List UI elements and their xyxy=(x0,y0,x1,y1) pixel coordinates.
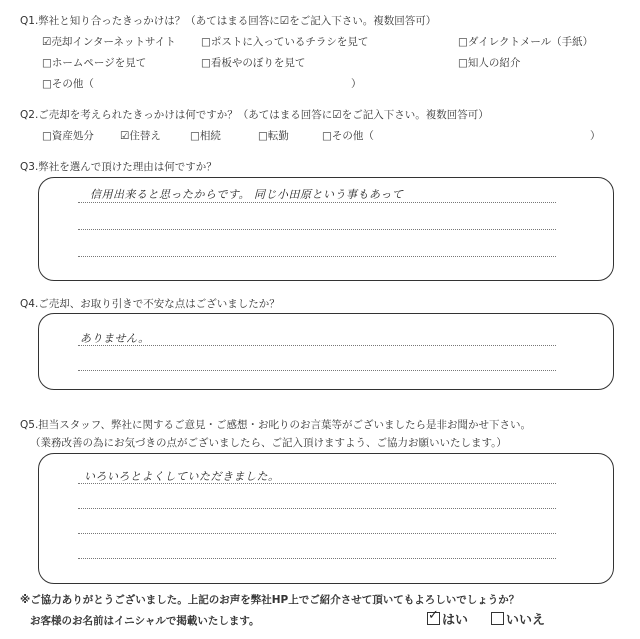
q2-option-transfer[interactable]: □転勤 xyxy=(258,130,289,142)
q3-rule xyxy=(78,202,556,203)
consent-no-label: いいえ xyxy=(506,613,546,628)
q1-option-referral[interactable]: □知人の紹介 xyxy=(458,57,521,69)
q4-title: Q4.ご売却、お取り引きで不安な点はございましたか？ xyxy=(20,298,280,310)
footer-initials-note: お客様のお名前はイニシャルで掲載いたします。 xyxy=(30,615,260,627)
q1-option-signboard[interactable]: □看板やのぼりを見て xyxy=(201,57,306,69)
q4-answer-box[interactable] xyxy=(38,313,614,390)
q3-title: Q3.弊社を選んで頂けた理由は何ですか？ xyxy=(20,161,217,173)
q1-option-dm[interactable]: □ダイレクトメール（手紙） xyxy=(458,36,594,48)
q1-option-other-close: ） xyxy=(351,78,362,90)
q2-option-relocation[interactable]: ☑住替え xyxy=(120,130,161,142)
q2-option-other[interactable]: □その他（ xyxy=(322,130,374,142)
q2-option-other-close: ） xyxy=(590,130,601,142)
q3-handwritten-answer: 信用出来ると思ったからです。 同じ小田原という事もあって xyxy=(90,188,404,201)
q5-subtitle: （業務改善の為にお気づきの点がございましたら、ご記入頂けますよう、ご協力お願いいたします。） xyxy=(30,437,507,449)
q1-option-web[interactable]: ☑売却インターネットサイト xyxy=(42,36,176,48)
q5-rule xyxy=(78,483,556,484)
q5-title: Q5.担当スタッフ、弊社に関するご意見・ご感想・お叱りのお言葉等がございましたら是非お聞かせ下さい。 xyxy=(20,419,531,431)
q2-title: Q2.ご売却を考えられたきっかけは何ですか？（あてはまる回答に☑をご記入下さい。複数回答可） xyxy=(20,109,489,121)
footer-consent-question: ※ご協力ありがとうございました。上記のお声を弊社HP上でご紹介させて頂いてもよろしいでしょうか？ xyxy=(20,594,520,606)
q1-option-flyer[interactable]: □ポストに入っているチラシを見て xyxy=(201,36,369,48)
q1-title: Q1.弊社と知り合ったきっかけは？（あてはまる回答に☑をご記入下さい。複数回答可） xyxy=(20,15,437,27)
q5-rule xyxy=(78,558,556,559)
q4-rule xyxy=(78,370,556,371)
q5-rule xyxy=(78,533,556,534)
q5-handwritten-answer: いろいろとよくしていただきました。 xyxy=(84,470,280,483)
no-checkbox-icon[interactable] xyxy=(491,612,504,625)
q3-rule xyxy=(78,256,556,257)
q3-rule xyxy=(78,229,556,230)
q1-option-other[interactable]: □その他（ xyxy=(42,78,94,90)
check-mark-icon: ✓ xyxy=(428,608,439,623)
q1-option-homepage[interactable]: □ホームページを見て xyxy=(42,57,147,69)
consent-yes-label: はい xyxy=(442,613,469,628)
yes-checkbox-checked-icon[interactable] xyxy=(427,608,440,625)
q2-option-inheritance[interactable]: □相続 xyxy=(190,130,221,142)
q4-handwritten-answer: ありません。 xyxy=(80,332,150,345)
q5-rule xyxy=(78,508,556,509)
q4-rule xyxy=(78,345,556,346)
consent-yes-option[interactable] xyxy=(427,608,469,628)
q2-option-asset-disposal[interactable]: □資産処分 xyxy=(42,130,94,142)
consent-no-option[interactable] xyxy=(491,612,545,628)
